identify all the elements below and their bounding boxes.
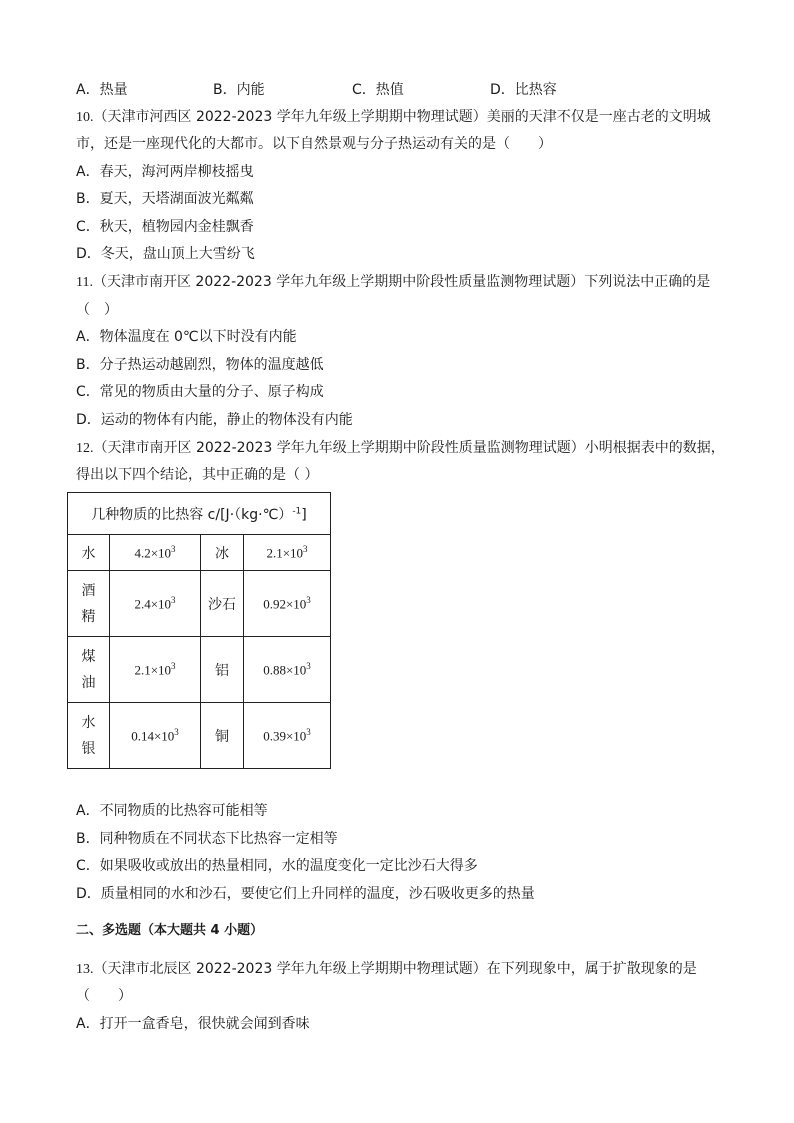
substance-cell: 水 [68, 535, 110, 571]
q10-option-c: C．秋天，植物园内金桂飘香 [76, 219, 254, 235]
substance-cell: 水 银 [68, 703, 110, 769]
table-title: 几种物质的比热容 c/[J·（kg·℃）$^{-1}$] [68, 493, 331, 535]
q9-option-b: B．内能 [213, 82, 265, 98]
q11-stem-line-1 [76, 272, 710, 293]
value-cell: $0.39\times 10^3$ [244, 703, 331, 769]
value-cell: $4.2\times 10^3$ [110, 535, 201, 571]
q13-stem-line-1 [76, 959, 697, 980]
q10-option-a: A．春天，海河两岸柳枝摇曳 [76, 164, 254, 180]
q12-stem-text-1: （天津市南开区 2022-2023 学年九年级上学期期中阶段性质量监测物理试题）小明根据表中的数据， [93, 440, 725, 456]
substance-cell: 酒 精 [68, 571, 110, 637]
substance-cell: 铝 [201, 637, 244, 703]
value-cell: $2.1\times 10^3$ [244, 535, 331, 571]
q12-stem-line-2: 得出以下四个结论，其中正确的是（ ） [76, 467, 319, 483]
substance-cell: 铜 [201, 703, 244, 769]
q12-number: 12. [76, 441, 94, 456]
table-row [68, 535, 331, 571]
specific-heat-table [67, 492, 331, 769]
q12-option-d: D．质量相同的水和沙石，要使它们上升同样的温度，沙石吸收更多的热量 [76, 886, 535, 902]
substance-cell: 煤 油 [68, 637, 110, 703]
q11-option-a: A．物体温度在 0℃以下时没有内能 [76, 329, 297, 345]
q10-option-b: B．夏天，天塔湖面波光粼粼 [76, 191, 254, 207]
value-cell: $2.1\times 10^3$ [110, 637, 201, 703]
q9-options [76, 80, 676, 100]
q10-option-d: D．冬天，盘山顶上大雪纷飞 [76, 246, 255, 262]
q12-option-c: C．如果吸收或放出的热量相同，水的温度变化一定比沙石大得多 [76, 858, 478, 874]
q11-stem-text-1: （天津市南开区 2022-2023 学年九年级上学期期中阶段性质量监测物理试题）下列说法中正确的是 [92, 274, 711, 290]
q11-option-b: B．分子热运动越剧烈，物体的温度越低 [76, 357, 324, 373]
q13-stem-line-2: （ ） [76, 988, 132, 1004]
q13-number: 13. [76, 962, 94, 977]
q10-number: 10. [76, 110, 94, 125]
q10-stem-line-2: 市，还是一座现代化的大都市。以下自然景观与分子热运动有关的是（ ） [76, 136, 552, 152]
q11-option-c: C．常见的物质由大量的分子、原子构成 [76, 384, 324, 400]
substance-cell: 沙石 [201, 571, 244, 637]
q13-option-a: A．打开一盒香皂，很快就会闻到香味 [76, 1016, 310, 1032]
value-cell: $2.4\times 10^3$ [110, 571, 201, 637]
q9-option-a: A．热量 [76, 82, 128, 98]
q12-stem-line-1 [76, 438, 725, 459]
substance-cell: 冰 [201, 535, 244, 571]
value-cell: $0.92\times 10^3$ [244, 571, 331, 637]
table-row [68, 637, 331, 703]
q9-option-d: D．比热容 [490, 82, 557, 98]
table-row [68, 703, 331, 769]
table-row [68, 571, 331, 637]
q11-number: 11. [76, 275, 93, 290]
q12-option-a: A．不同物质的比热容可能相等 [76, 803, 268, 819]
q12-option-b: B．同种物质在不同状态下比热容一定相等 [76, 831, 338, 847]
q13-stem-text-1: （天津市北辰区 2022-2023 学年九年级上学期期中物理试题）在下列现象中，属于扩散现象的是 [93, 961, 697, 977]
section-heading: 二、多选题（本大题共 4 小题） [76, 923, 264, 938]
table-title-row [68, 493, 331, 535]
q11-option-d: D．运动的物体有内能，静止的物体没有内能 [76, 412, 353, 428]
q11-stem-line-2: （ ） [76, 302, 118, 318]
q10-stem-text-1: （天津市河西区 2022-2023 学年九年级上学期期中物理试题）美丽的天津不仅是一座古老的文明城 [93, 109, 711, 125]
value-cell: $0.14\times 10^3$ [110, 703, 201, 769]
value-cell: $0.88\times 10^3$ [244, 637, 331, 703]
q9-option-c: C．热值 [352, 82, 404, 98]
q10-stem-line-1 [76, 107, 711, 128]
